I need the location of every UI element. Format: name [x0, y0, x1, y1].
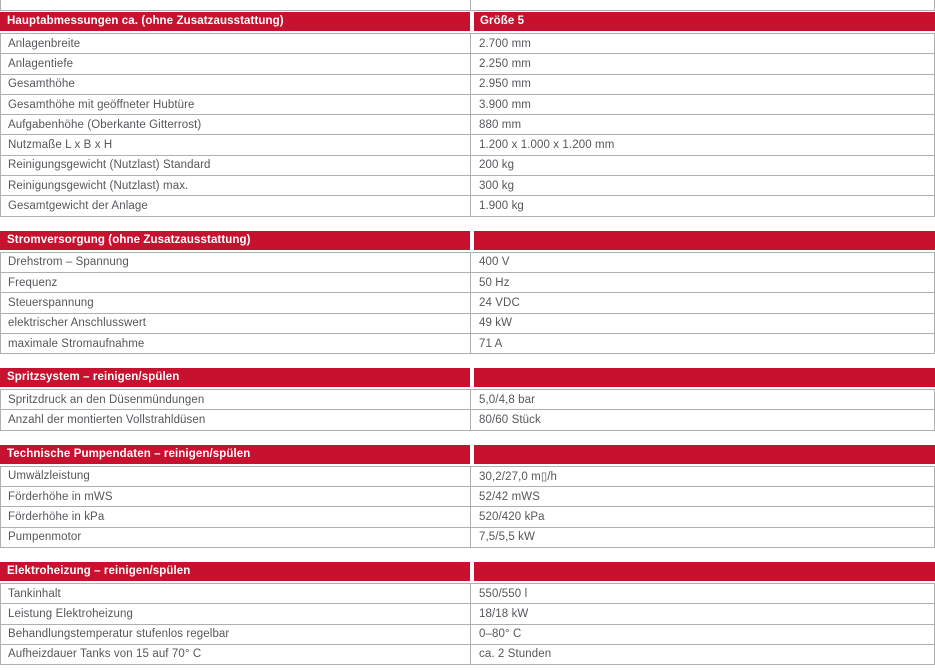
section-title-cell [0, 12, 470, 31]
table-top-fragment-left-cell [0, 0, 471, 10]
table-row [1, 604, 934, 624]
table-row [1, 156, 934, 176]
spec-value-cell: 50 Hz [479, 276, 510, 289]
table-top-fragment [0, 0, 935, 11]
spec-label-cell: Anlagenbreite [1, 34, 471, 53]
spec-value-cell: 49 kW [479, 317, 513, 330]
table-row [1, 253, 934, 273]
spec-label-cell: Pumpenmotor [1, 528, 471, 547]
table-row [1, 95, 934, 115]
table-row [1, 645, 934, 664]
spec-label-cell: Aufheizdauer Tanks von 15 auf 70° C [1, 645, 471, 664]
spec-value-cell: 71 A [479, 337, 503, 350]
spec-value-cell: 3.900 mm [479, 98, 531, 111]
spec-value-cell: 80/60 Stück [479, 414, 541, 427]
spec-section [0, 445, 935, 548]
spec-label-cell: Behandlungstemperatur stufenlos regelbar [1, 625, 471, 644]
table-row [1, 528, 934, 547]
table-top-fragment-right-cell [471, 0, 935, 10]
table-row [1, 273, 934, 293]
section-value-header-cell [474, 562, 935, 581]
section-header-row [0, 562, 935, 581]
section-title: Stromversorgung (ohne Zusatzausstattung) [7, 233, 251, 246]
spec-label-cell: Frequenz [1, 273, 471, 292]
spec-value-cell: 1.900 kg [479, 200, 524, 213]
spec-label-cell: Umwälzleistung [1, 467, 471, 486]
spec-value-cell: 5,0/4,8 bar [479, 393, 536, 406]
spec-value-cell: 0–80° C [479, 628, 522, 641]
section-header-row [0, 12, 935, 31]
spec-label-cell: Gesamthöhe [1, 75, 471, 94]
section-title-cell [0, 445, 470, 464]
spec-label-cell: Reinigungsgewicht (Nutzlast) max. [1, 176, 471, 195]
section-rows [0, 33, 935, 217]
table-row [1, 584, 934, 604]
table-row [1, 390, 934, 410]
spec-value-cell: 400 V [479, 256, 510, 269]
table-row [1, 467, 934, 487]
spec-label-cell: Drehstrom – Spannung [1, 253, 471, 272]
spec-value-cell: 2.250 mm [479, 57, 531, 70]
section-title: Spritzsystem – reinigen/spülen [7, 371, 180, 384]
section-rows [0, 252, 935, 354]
section-header-row [0, 231, 935, 250]
spec-value-cell: 24 VDC [479, 296, 520, 309]
spec-value-cell: 1.200 x 1.000 x 1.200 mm [479, 139, 615, 152]
table-row [1, 293, 934, 313]
table-row [1, 54, 934, 74]
spec-value-cell: 200 kg [479, 159, 515, 172]
section-title: Technische Pumpendaten – reinigen/spülen [7, 447, 251, 460]
spec-label-cell: Gesamthöhe mit geöffneter Hubtüre [1, 95, 471, 114]
table-row [1, 625, 934, 645]
spec-label-cell: Nutzmaße L x B x H [1, 135, 471, 154]
section-rows [0, 583, 935, 665]
table-row [1, 34, 934, 54]
section-rows [0, 466, 935, 548]
spec-value-cell: 880 mm [479, 118, 522, 131]
section-value-header-cell [474, 368, 935, 387]
spec-label-cell: Leistung Elektroheizung [1, 604, 471, 623]
spec-label-cell: Gesamtgewicht der Anlage [1, 196, 471, 215]
table-row [1, 176, 934, 196]
spec-section [0, 231, 935, 354]
table-row [1, 334, 934, 353]
spec-value-cell: 2.700 mm [479, 37, 531, 50]
spec-section [0, 368, 935, 431]
spec-label-cell: Anlagentiefe [1, 54, 471, 73]
section-title-cell [0, 368, 470, 387]
spec-label-cell: Anzahl der montierten Vollstrahldüsen [1, 410, 471, 429]
section-title: Hauptabmessungen ca. (ohne Zusatzausstattung) [7, 15, 284, 27]
section-value-header: Größe 5 [480, 15, 525, 27]
section-title: Elektroheizung – reinigen/spülen [7, 564, 191, 577]
spec-value-cell: ca. 2 Stunden [479, 648, 552, 661]
spec-label-cell: Steuerspannung [1, 293, 471, 312]
spec-value-cell: 52/42 mWS [479, 490, 540, 503]
table-row [1, 115, 934, 135]
section-value-header-cell [474, 12, 935, 31]
table-row [1, 314, 934, 334]
spec-label-cell: Förderhöhe in kPa [1, 507, 471, 526]
section-header-row [0, 368, 935, 387]
spec-value-cell: 550/550 l [479, 587, 528, 600]
spec-value-cell: 2.950 mm [479, 78, 531, 91]
table-row [1, 75, 934, 95]
section-value-header-cell [474, 445, 935, 464]
spec-label-cell: Aufgabenhöhe (Oberkante Gitterrost) [1, 115, 471, 134]
spec-section [0, 12, 935, 217]
section-value-header-cell [474, 231, 935, 250]
spec-section [0, 562, 935, 665]
section-title-cell [0, 562, 470, 581]
spec-label-cell: Reinigungsgewicht (Nutzlast) Standard [1, 156, 471, 175]
table-row [1, 507, 934, 527]
section-title-cell [0, 231, 470, 250]
spec-value-cell: 520/420 kPa [479, 510, 545, 523]
spec-table [0, 12, 935, 665]
table-row [1, 487, 934, 507]
section-rows [0, 389, 935, 431]
table-row [1, 410, 934, 429]
spec-value-cell: 300 kg [479, 179, 515, 192]
spec-label-cell: Tankinhalt [1, 584, 471, 603]
spec-value-cell: 18/18 kW [479, 607, 529, 620]
spec-label-cell: Spritzdruck an den Düsenmündungen [1, 390, 471, 409]
spec-label-cell: maximale Stromaufnahme [1, 334, 471, 353]
spec-value-cell: 30,2/27,0 m▯/h [479, 471, 558, 484]
section-header-row [0, 445, 935, 464]
table-row [1, 196, 934, 215]
spec-label-cell: Förderhöhe in mWS [1, 487, 471, 506]
spec-value-cell: 7,5/5,5 kW [479, 531, 535, 544]
table-row [1, 135, 934, 155]
spec-label-cell: elektrischer Anschlusswert [1, 314, 471, 333]
